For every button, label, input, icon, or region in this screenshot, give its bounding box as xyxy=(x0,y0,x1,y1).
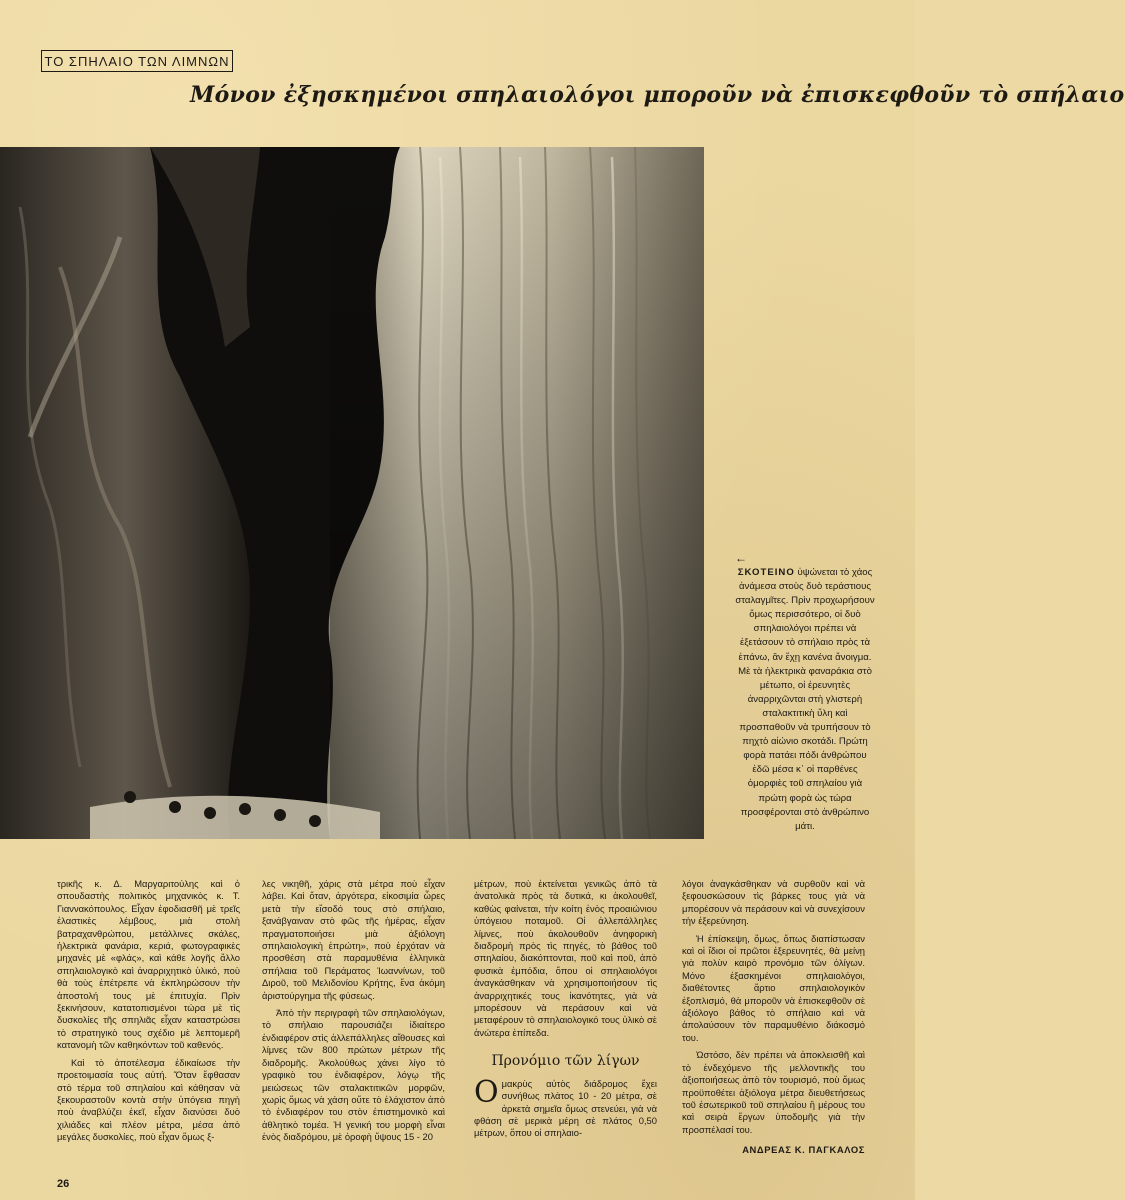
paragraph: Ὡστόσο, δὲν πρέπει νὰ ἀποκλεισθῆ καὶ τὸ ἐνδεχόμενο τῆς μελλοντικῆς του ἀξιοποιήσεως ἀπὸ τὸν τουρισμό, ποὺ ὅμως προϋποθέτει ἀξιόλογα μέτρα διευθετήσεως τοῦ ἐσωτερικοῦ τοῦ σπηλαίου ἢ μέρους του καὶ σειρὰ ἔργων ὑποδομῆς γιὰ τὴν προσπέλασί του. xyxy=(682,1049,865,1135)
paragraph: τρικῆς κ. Δ. Μαργαριτούλης καὶ ὁ σπουδαστὴς πολιτικὸς μηχανικὸς κ. Τ. Γιαννακόπουλος. Εἶχαν ἐφοδιασθῆ μὲ τρεῖς ἐλαστικὲς λέμβους, μιὰ στολὴ βατραχανθρώπου, μετάλλινες σκάλες, ἠλεκτρικὰ φανάρια, κεριά, φωτογραφικὲς μηχανὲς μὲ «φλάς», καὶ κάθε λογῆς ἄλλο σπηλαιολογικὸ καὶ ἀναρριχητικὸ ὑλικό, ποὺ θὰ τοὺς ἐπέτρεπε νὰ ἐκπληρώσουν τὴν ἀποστολή τους μὲ ἐπιτυχία. Πρὶν ξεκινήσουν, κατατοπισμένοι τώρα μὲ τὶς δυσκολίες τῆς σπηλιᾶς εἶχαν καταστρώσει τὸ στρατηγικὸ τους σχέδιο μὲ λεπτομερῆ κατανομὴ τῶν καθηκόντων τοῦ καθενός. xyxy=(57,878,240,1051)
cave-photo xyxy=(0,147,704,839)
caption-lead: ΣΚΟΤΕΙΝΟ xyxy=(737,567,795,578)
caption-text: ὑψώνεται τὸ χάος ἀνάμεσα στοὺς δυὸ τεράστιους σταλαγμῖτες. Πρὶν προχωρήσουν ὅμως περισσότερο, οἱ δυὸ σπηλαιολόγοι πρέπει νὰ ἐξετάσουν τὸ σπήλαιο πρὸς τὰ ἐπάνω, ἂν ἔχῃ κανένα ἄνοιγμα. Μὲ τὰ ἠλεκτρικὰ φαναράκια στὸ μέτωπο, οἱ ἐρευνητὲς ἀναρριχῶνται στὴ γλιστερὴ σταλακτιτικὴ ὕλη καὶ προσπαθοῦν νὰ τρυπήσουν τὸ πηχτὸ αἰώνιο σκοτάδι. Πρώτη φορὰ πατάει πόδι ἀνθρώπου ἐδῶ μέσα κ᾽ οἱ παρθένες ὀμορφιὲς τοῦ σπηλαίου γιὰ πρώτη φορὰ ὡς τώρα προσφέρονται στὸ ἀνθρώπινο μάτι. xyxy=(735,567,875,832)
arrow-left-icon: ← xyxy=(735,551,747,565)
stalagmite-illustration xyxy=(0,147,704,839)
page-title: Μόνον ἐξησκημένοι σπηλαιολόγοι μποροῦν νὰ ἐπισκεφθοῦν τὸ σπήλαιο xyxy=(190,82,1125,108)
page-number: 26 xyxy=(57,1178,70,1190)
paragraph: Καὶ τὸ ἀποτέλεσμα ἐδικαίωσε τὴν προετοιμασία τους αὐτή. Ὅταν ἔφθασαν στὸ τέρμα τοῦ σπηλαίου καὶ κάθησαν νὰ ξεκουραστοῦν κοντὰ στὴν ὑπόγεια πηγὴ ποὺ ἀναβλύζει ἐκεῖ, εἶχαν διανύσει δυὸ χιλιάδες καὶ πλέον μέτρα, μέσα ἀπὸ μεγάλες δυσκολίες, ποὺ εἶχαν ὅμως ξ- xyxy=(57,1056,240,1143)
photo-caption xyxy=(735,552,875,834)
article-column-1 xyxy=(57,878,240,1144)
paragraph: Ἡ ἐπίσκεψη, ὅμως, ὅπως διαπίστωσαν καὶ οἱ ἴδιοι οἱ πρῶτοι ἐξερευνητές, θὰ μείνῃ γιὰ πολὺν καιρὸ προνόμιο τῶν ὀλίγων. Μόνο ἐξασκημένοι σπηλαιολόγοι, διαθέτοντες ἄρτιο σπηλαιολογικὸν ἐξοπλισμό, θὰ μποροῦν νὰ ἐπισκεφθοῦν σὲ ἀξιόλογο βάθος τὸ σπήλαιο καὶ νὰ ἀπολαύσουν τὸν παραμυθένιο διάκοσμό του. xyxy=(682,932,865,1043)
author-signature: ΑΝΔΡΕΑΣ Κ. ΠΑΓΚΑΛΟΣ xyxy=(742,1144,865,1156)
section-label: ΤΟ ΣΠΗΛΑΙΟ ΤΩΝ ΛΙΜΝΩΝ xyxy=(41,50,233,72)
paragraph: μέτρων, ποὺ ἐκτείνεται γενικῶς ἀπὸ τὰ ἀνατολικὰ πρὸς τὰ δυτικά, κι ἀκολουθεῖ, καθὼς φαίνεται, τὴν κοίτη ἑνὸς προαιώνιου ὑπόγειου ποταμοῦ. Οἱ ἀλλεπάλληλες λίμνες, ποὺ ἀκολουθοῦν ἀνηφορικὴ διαδρομὴ πρὸς τὶς πηγές, τὸ βάθος τοῦ σπηλαίου, διακόπτονται, ποῦ καὶ ποῦ, ἀπὸ φυσικὰ ἐμπόδια, ὅπου οἱ σπηλαιολόγοι ἀναγκάσθηκαν νὰ χρησιμοποιήσουν τὶς ἀναρριχητικές τους ἱκανότητες, γιὰ νὰ μπορέσουν νὰ περάσουν καὶ νὰ μεταφέρουν τὸ σπηλαιολογικό τους ὑλικὸ σὲ ἀνώτερα ἐπίπεδα. xyxy=(474,878,657,1038)
paragraph xyxy=(474,1074,657,1140)
subheading: Προνόμιο τῶν λίγων xyxy=(491,1053,640,1070)
paragraph: Ἀπὸ τὴν περιγραφὴ τῶν σπηλαιολόγων, τὸ σπήλαιο παρουσιάζει ἰδιαίτερο ἐνδιαφέρον στὶς ἀλλεπάλληλες αἴθουσες καὶ λίμνες τῶν 800 πρώτων μέτρων τῆς διαδρομῆς. Ἀκολούθως χάνει λίγο τὸ γραφικὸ του ἐνδιαφέρον, λόγῳ τῆς μειώσεως τῶν σταλακτιτικῶν μορφῶν, χωρὶς ὅμως νὰ χάση οὔτε τὸ ἐλάχιστον ἀπὸ τὸ ἐνδιαφέρον του στὸν ἐπιστημονικὸ καὶ ἀθλητικὸ τομέα. Ἡ γενική του μορφὴ εἶναι ἑνὸς διαδρόμου, μὲ ὀροφὴ ὕψους 15 - 20 xyxy=(262,1007,445,1143)
paragraph: λόγοι ἀναγκάσθηκαν νὰ συρθοῦν καὶ νὰ ξεφουσκώσουν τὶς βάρκες τους γιὰ νὰ μπορέσουν νὰ περάσουν καὶ νὰ συνεχίσουν τὴν ἐξερεύνηση. xyxy=(682,878,865,927)
paragraph-text: μακρὺς αὐτὸς διάδρομος ἔχει συνήθως πλάτος 10 - 20 μέτρα, σὲ ἀρκετὰ σημεῖα ὅμως στενεύει, γιὰ νὰ φθάση σὲ μερικὰ μέρη σὲ πλάτος 0,50 μέτρων, ὅπου οἱ σπηλαιο- xyxy=(474,1077,657,1139)
article-column-3 xyxy=(474,878,657,1140)
article-column-4 xyxy=(682,878,865,1157)
paragraph: λες νικηθῆ, χάρις στὰ μέτρα ποὺ εἶχαν λάβει. Καὶ ὅταν, ἀργότερα, εἰκοσιμία ὧρες μετὰ τὴν εἴσοδό τους στὸ σπήλαιο, ξανάβγαιναν στὸ φῶς τῆς ἡμέρας, εἶχαν πραγματοποιήσει μιὰ ἀξιόλογη σπηλαιολογικὴ ἐπρώτη», ποὺ ἐρχόταν νὰ προσθέση στὰ παραμυθένια ἑλληνικὰ σπήλαια τοῦ Περάματος Ἰωαννίνων, τοῦ Διροῦ, τοῦ Μελιδονίου Κρήτης, ἕνα ἀκόμη ἀριστούργημα τῆς φύσεως. xyxy=(262,878,445,1001)
article-column-2 xyxy=(262,878,445,1144)
drop-cap: O xyxy=(474,1074,499,1110)
